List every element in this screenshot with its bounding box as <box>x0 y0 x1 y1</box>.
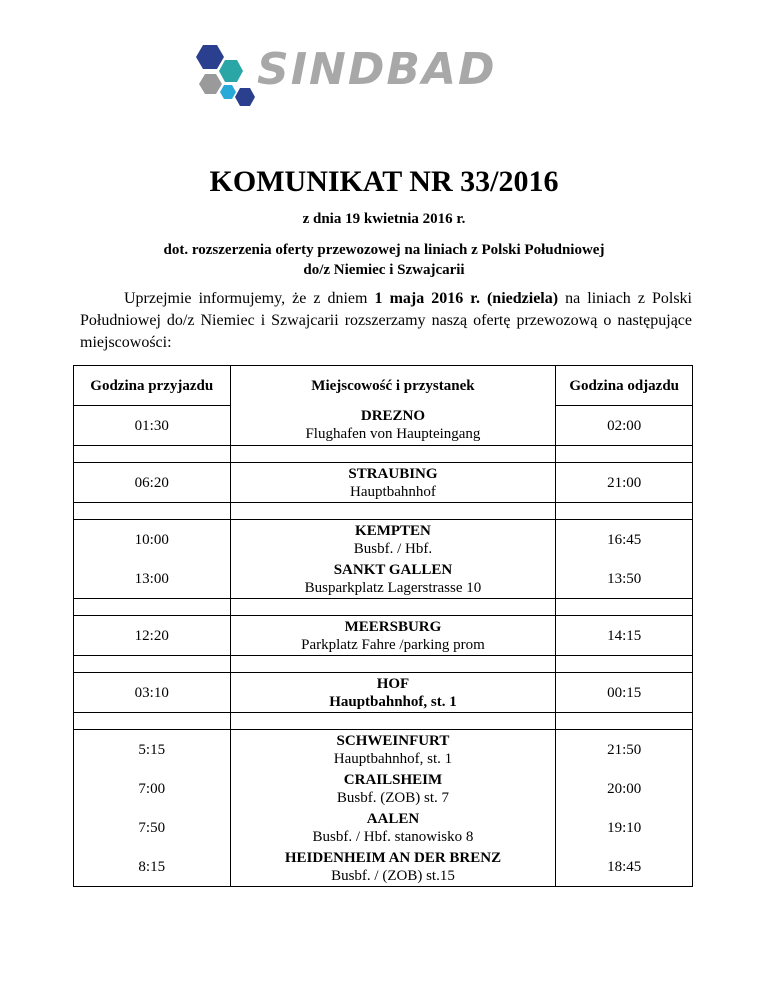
spacer-row <box>74 713 693 730</box>
place-cell <box>230 769 556 808</box>
city-name: MEERSBURG <box>344 618 442 635</box>
arrival-time: 12:20 <box>74 616 231 656</box>
hexagon-gray <box>199 74 222 94</box>
city-name: STRAUBING <box>348 465 438 482</box>
departure-time: 14:15 <box>556 616 693 656</box>
header-arrival: Godzina przyjazdu <box>74 366 231 406</box>
table-row <box>74 730 693 770</box>
city-name: AALEN <box>366 810 420 827</box>
city-name: HOF <box>376 675 410 692</box>
stop-name: Hauptbahnhof <box>350 483 436 500</box>
stop-name: Parkplatz Fahre /parking prom <box>301 636 485 653</box>
stop-name: Busbf. / Hbf. <box>353 540 433 557</box>
table-row <box>74 808 693 847</box>
city-name: DREZNO <box>360 408 426 425</box>
effective-date: 1 maja 2016 r. (niedziela) <box>374 290 559 307</box>
notice-date: z dnia 19 kwietnia 2016 r. <box>302 211 466 227</box>
departure-time: 13:50 <box>556 559 693 599</box>
arrival-time: 10:00 <box>74 520 231 560</box>
table-row <box>74 463 693 503</box>
place-cell <box>230 463 556 503</box>
table-row <box>74 520 693 560</box>
arrival-time: 13:00 <box>74 559 231 599</box>
city-name: SANKT GALLEN <box>333 561 453 578</box>
stop-name: Busbf. / (ZOB) st.15 <box>331 867 455 884</box>
header-place: Miejscowość i przystanek <box>230 366 556 406</box>
table-row <box>74 406 693 446</box>
departure-time: 20:00 <box>556 769 693 808</box>
page-title: KOMUNIKAT NR 33/2016 <box>209 165 559 198</box>
table-row <box>74 616 693 656</box>
schedule-body <box>74 406 693 887</box>
arrival-time: 7:50 <box>74 808 231 847</box>
table-row <box>74 847 693 887</box>
subject-line-2: do/z Niemiec i Szwajcarii <box>303 262 465 278</box>
spacer-row <box>74 446 693 463</box>
spacer-row <box>74 599 693 616</box>
hexagon-cyan <box>220 85 236 99</box>
arrival-time: 8:15 <box>74 847 231 887</box>
place-cell <box>230 520 556 560</box>
notice-subject <box>0 240 768 280</box>
place-cell <box>230 808 556 847</box>
stop-name: Flughafen von Haupteingang <box>305 426 481 443</box>
spacer-row <box>74 503 693 520</box>
departure-time: 21:50 <box>556 730 693 770</box>
stop-name: Busbf. (ZOB) st. 7 <box>336 789 449 806</box>
schedule-table <box>73 365 693 887</box>
departure-time: 21:00 <box>556 463 693 503</box>
stop-name: Hauptbahnhof, st. 1 <box>333 750 453 767</box>
stop-name: Hauptbahnhof, st. 1 <box>329 693 457 710</box>
header-departure: Godzina odjazdu <box>556 366 693 406</box>
stop-name: Busparkplatz Lagerstrasse 10 <box>304 579 482 596</box>
place-cell <box>230 406 556 446</box>
arrival-time: 5:15 <box>74 730 231 770</box>
place-cell <box>230 616 556 656</box>
hexagon-navy-small <box>235 88 255 106</box>
hexagon-navy <box>196 45 224 69</box>
hexagon-teal <box>219 60 243 82</box>
departure-time: 19:10 <box>556 808 693 847</box>
brand-wordmark: SINDBAD <box>257 44 497 95</box>
place-cell <box>230 730 556 770</box>
place-cell <box>230 673 556 713</box>
table-row <box>74 769 693 808</box>
arrival-time: 03:10 <box>74 673 231 713</box>
table-header-row <box>74 366 693 406</box>
subject-line-1: dot. rozszerzenia oferty przewozowej na liniach z Polski Południowej <box>163 242 605 258</box>
table-row <box>74 559 693 599</box>
departure-time: 18:45 <box>556 847 693 887</box>
arrival-time: 06:20 <box>74 463 231 503</box>
place-cell <box>230 847 556 887</box>
arrival-time: 01:30 <box>74 406 231 446</box>
departure-time: 00:15 <box>556 673 693 713</box>
spacer-row <box>74 656 693 673</box>
departure-time: 02:00 <box>556 406 693 446</box>
city-name: HEIDENHEIM AN DER BRENZ <box>284 849 502 866</box>
intro-paragraph: Uprzejmie informujemy, że z dniem 1 maja 2016 r. (niedziela) na liniach z Polski Południowej do/z Niemiec i Szwajcarii rozszerzamy naszą ofertę przewozową o następujące miejscowości: <box>80 290 692 351</box>
city-name: SCHWEINFURT <box>336 732 450 749</box>
sindbad-logo <box>185 40 525 115</box>
departure-time: 16:45 <box>556 520 693 560</box>
city-name: KEMPTEN <box>355 522 431 539</box>
stop-name: Busbf. / Hbf. stanowisko 8 <box>312 828 474 845</box>
arrival-time: 7:00 <box>74 769 231 808</box>
table-row <box>74 673 693 713</box>
city-name: CRAILSHEIM <box>343 771 443 788</box>
place-cell <box>230 559 556 599</box>
